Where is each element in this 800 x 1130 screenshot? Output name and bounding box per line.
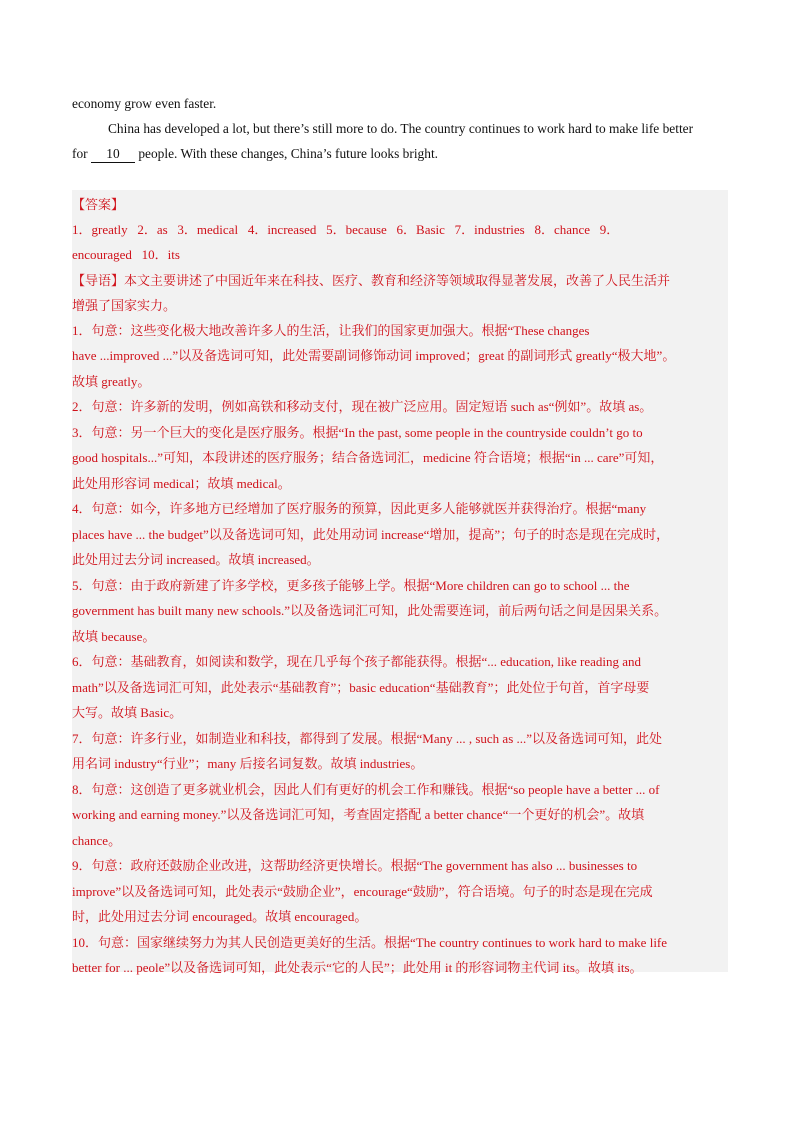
explanation-line: 8．句意：这创造了更多就业机会，因此人们有更好的机会工作和赚钱。根据“so people have a better ... of [72,782,660,797]
explanation-line: math”以及备选词汇可知，此处表示“基础教育”；basic education“基础教育”；此处位于句首，首字母要 [72,680,650,695]
explanation-line: 4．句意：如今，许多地方已经增加了医疗服务的预算，因此更多人能够就医并获得治疗。根据“many [72,501,647,516]
explanation-line: chance。 [72,833,122,848]
passage-line-3 [72,146,438,163]
explanation-line: 大写。故填 Basic。 [72,705,183,720]
explanation-line: 10．句意：国家继续努力为其人民创造更美好的生活。根据“The country continues to work hard to make life [72,935,668,950]
guide-line-2: 增强了国家实力。 [72,298,177,313]
blank-10: 10 [91,146,135,163]
explanation-line: 7．句意：许多行业，如制造业和科技，都得到了发展。根据“Many ... , such as ...”以及备选词可知，此处 [72,731,663,746]
guide-line-1: 【导语】本文主要讲述了中国近年来在科技、医疗、教育和经济等领域取得显著发展，改善了人民生活并 [72,273,671,288]
passage-line-3-before: for [72,146,91,161]
explanation-line: 故填 because。 [72,629,156,644]
explanation-line: 1．句意：这些变化极大地改善许多人的生活，让我们的国家更加强大。根据“These changes [72,323,590,338]
explanation-line: 6．句意：基础教育，如阅读和数学，现在几乎每个孩子都能获得。根据“... education, like reading and [72,654,642,669]
explanation-line: have ...improved ...”以及备选词可知，此处需要副词修饰动词 improved；great 的副词形式 greatly“极大地”。 [72,348,676,363]
explanation-line: government has built many new schools.”以及备选词汇可知，此处需要连词，前后两句话之间是因果关系。 [72,603,668,618]
passage-line-3-after: people. With these changes, China’s future looks bright. [134,146,439,161]
explanation-line: better for ... peole”以及备选词可知，此处表示“它的人民”；此处用 it 的形容词物主代词 its。故填 its。 [72,960,643,975]
explanation-line: 用名词 industry“行业”；many 后接名词复数。故填 industries。 [72,756,424,771]
explanation-line: places have ... the budget”以及备选词可知，此处用动词 increase“增加，提高”；句子的时态是现在完成时， [72,527,670,542]
explanation-line: 此处用过去分词 increased。故填 increased。 [72,552,320,567]
explanation-line: 5．句意：由于政府新建了许多学校，更多孩子能够上学。根据“More children can go to school ... the [72,578,630,593]
answer-list-line-2: encouraged 10．its [72,247,180,262]
explanation-line: good hospitals...”可知，本段讲述的医疗服务；结合备选词汇，medicine 符合语境；根据“in ... care”可知， [72,450,664,465]
explanation-line: 时，此处用过去分词 encouraged。故填 encouraged。 [72,909,368,924]
explanation-line: 故填 greatly。 [72,374,151,389]
passage-line-1: economy grow even faster. [72,96,217,111]
explanation-line: improve”以及备选词可知，此处表示“鼓励企业”，encourage“鼓励”，符合语境。句子的时态是现在完成 [72,884,653,899]
explanation-line: 3．句意：另一个巨大的变化是医疗服务。根据“In the past, some people in the countryside couldn’t go to [72,425,643,440]
explanation-line: 2．句意：许多新的发明，例如高铁和移动支付，现在被广泛应用。固定短语 such as“例如”。故填 as。 [72,399,653,414]
answer-section [72,190,728,975]
explanation-line: 9．句意：政府还鼓励企业改进，这帮助经济更快增长。根据“The government has also ... businesses to [72,858,638,873]
answer-header: 【答案】 [72,197,125,212]
explanation-line: 此处用形容词 medical；故填 medical。 [72,476,291,491]
answer-list-line-1: 1．greatly 2．as 3．medical 4．increased 5．because 6．Basic 7．industries 8．chance 9． [72,222,620,237]
explanation-line: working and earning money.”以及备选词汇可知，考查固定搭配 a better chance“一个更好的机会”。故填 [72,807,645,822]
passage-line-2: China has developed a lot, but there’s still more to do. The country continues to work hard to make life better [108,121,694,136]
